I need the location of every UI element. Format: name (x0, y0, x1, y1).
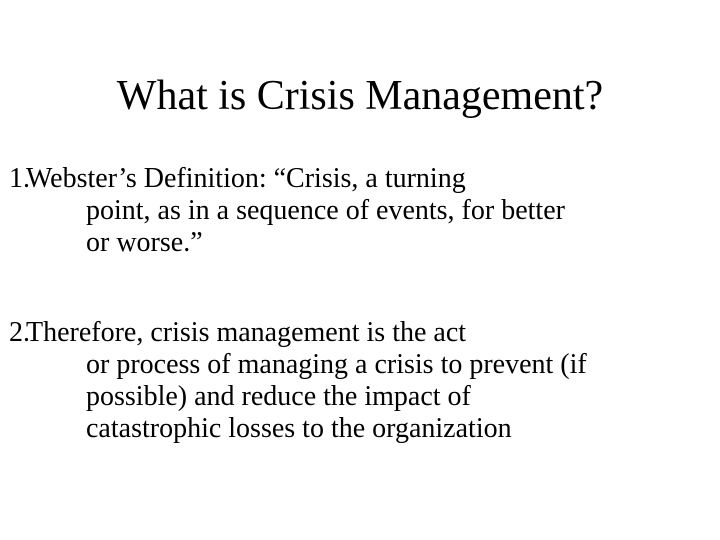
text-line: or worse.” (86, 227, 203, 258)
text-line: Therefore, crisis management is the act (26, 317, 467, 348)
list-item-text (26, 163, 700, 259)
text-line: or process of managing a crisis to prevent (if (86, 349, 587, 380)
list-item-text (26, 317, 700, 445)
text-line: Webster’s Definition: “Crisis, a turning (26, 163, 466, 194)
list-item: 1. Webster’s Definition: “Crisis, a turning point, as in a sequence of events, for better or worse.” (0, 163, 700, 259)
text-line: catastrophic losses to the organization (86, 413, 512, 444)
slide-title: What is Crisis Management? (116, 73, 604, 119)
text-line: possible) and reduce the impact of (86, 381, 471, 412)
list-item: 2. Therefore, crisis management is the act or process of managing a crisis to prevent (if possible) and reduce the impact of catastrophic losses to the organization (0, 317, 700, 445)
text-line: point, as in a sequence of events, for better (86, 195, 565, 226)
